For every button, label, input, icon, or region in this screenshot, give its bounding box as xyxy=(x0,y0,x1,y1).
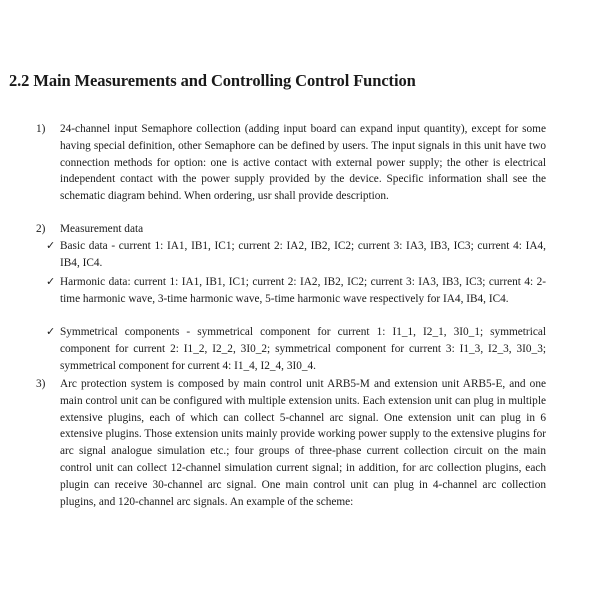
list-item-text: Arc protection system is composed by main control unit ARB5-M and extension unit ARB5-E, and one main control unit can be configured with multiple extension units. Each extension unit can plug in multiple extensive plugins, each of which can collect 5-channel arc signal. One extension unit can plug in 6 extensive plugins. Those extension units mainly provide working power supply to the extensive plugins for arc signal analogue simulation etc.; four groups of three-phase current collection circuit on the main control unit can collect 12-channel simulation current signal; in addition, for arc collection plugins, each plugin can receive 30-channel arc signal. One main control unit can plug in 4-channel arc collection plugins, and 120-channel arc signals. An example of the scheme: xyxy=(60,378,546,508)
checkmark-icon: ✓ xyxy=(46,325,56,338)
list-item-text: 24-channel input Semaphore collection (adding input board can expand input quantity), except for some having special definition, other Semaphore can be defined by users. The input signals in this unit have two connection methods for option: one is active contact with external power supply; the other is electrical independent contact with the power supply provided by the device. Specific information shall see the schematic diagram behind. When ordering, usr shall provide description. xyxy=(60,123,546,203)
list-item-2 xyxy=(38,221,546,238)
checkmark-icon: ✓ xyxy=(46,239,56,252)
bullet-basic-data xyxy=(46,238,546,272)
bullet-symmetrical-components xyxy=(46,324,546,374)
list-number: 1) xyxy=(36,123,46,135)
list-number: 3) xyxy=(36,378,46,390)
bullet-harmonic-data xyxy=(46,274,546,308)
list-item-3 xyxy=(38,376,546,510)
list-number: 2) xyxy=(36,223,46,235)
section-heading: 2.2 Main Measurements and Controlling Control Function xyxy=(9,71,416,90)
bullet-text: Symmetrical components - symmetrical component for current 1: I1_1, I2_1, 3I0_1; symmetrical component for current 2: I1_2, I2_2, 3I0_2; symmetrical component for current 3: I1_3, I2_3, 3I0_3; symmetrical component for current 4: I1_4, I2_4, 3I0_4. xyxy=(60,326,546,372)
bullet-text: Harmonic data: current 1: IA1, IB1, IC1; current 2: IA2, IB2, IC2; current 3: IA3, IB3, IC3; current 4: 2-time harmonic wave, 3-time harmonic wave, 5-time harmonic wave respectively for IA4, IB4, IC4. xyxy=(60,276,546,305)
bullet-text: Basic data - current 1: IA1, IB1, IC1; current 2: IA2, IB2, IC2; current 3: IA3, IB3, IC3; current 4: IA4, IB4, IC4. xyxy=(60,240,546,269)
list-item-1 xyxy=(38,121,546,205)
checkmark-icon: ✓ xyxy=(46,275,56,288)
list-item-text: Measurement data xyxy=(60,223,144,235)
